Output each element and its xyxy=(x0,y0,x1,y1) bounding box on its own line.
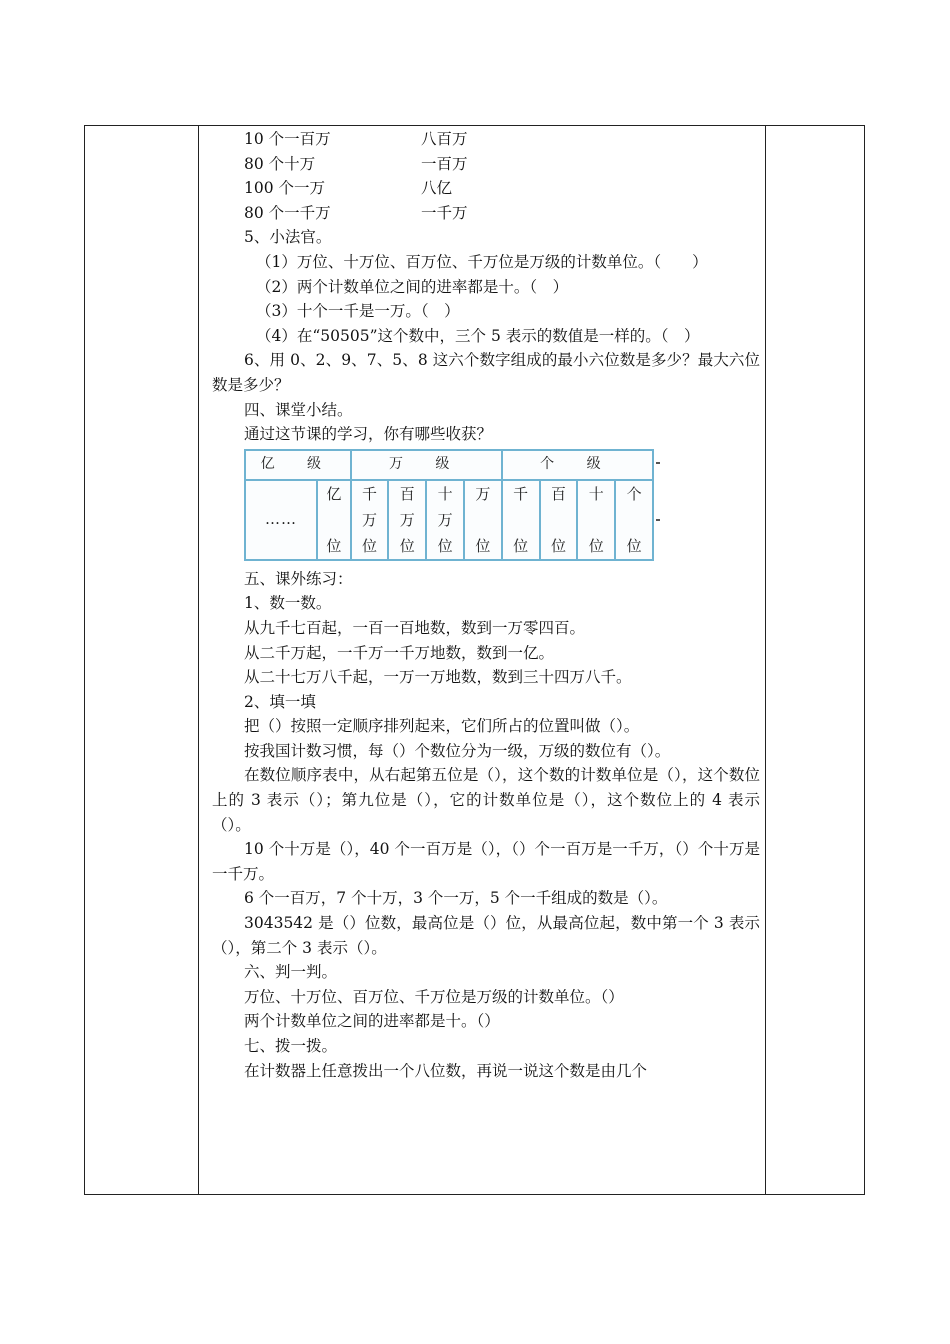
match-pair xyxy=(212,201,760,226)
count-item: 从二千万起，一千万一千万地数，数到一亿。 xyxy=(244,643,555,662)
judge2-item: 万位、十万位、百万位、千万位是万级的计数单位。（） xyxy=(244,987,624,1006)
place-qianwan: 千 万 位 xyxy=(351,480,389,560)
match-left: 80 个十万 xyxy=(244,154,316,173)
match-right: 一千万 xyxy=(421,203,468,222)
table-edge-mark xyxy=(656,519,660,521)
match-right: 一百万 xyxy=(421,154,468,173)
judge2-heading: 六、判一判。 xyxy=(244,963,338,982)
fill-item: 6 个一百万，7 个十万，3 个一万，5 个一千组成的数是（）。 xyxy=(244,889,668,908)
ellipsis-cell: …… xyxy=(245,480,317,560)
column-divider-1 xyxy=(198,126,199,1194)
place-value-table xyxy=(244,449,658,563)
fill-item: 10 个十万是（），40 个一百万是（），（）个一百万是一千万，（）个十万是一千万。 xyxy=(212,840,760,883)
match-pair xyxy=(212,127,760,152)
place-qian: 千 位 xyxy=(502,480,540,560)
count-heading: 1、数一数。 xyxy=(244,594,332,613)
count-item: 从九千七百起，一百一百地数，数到一万零四百。 xyxy=(244,618,586,637)
group-yi: 亿 级 xyxy=(245,450,351,480)
question-6: 6、用 0、2、9、7、5、8 这六个数字组成的最小六位数是多少？最大六位数是多少？ xyxy=(212,351,760,394)
table-edge-mark xyxy=(656,462,660,464)
judge-item: （4）在“50505”这个数中，三个 5 表示的数值是一样的。（ ） xyxy=(256,326,700,345)
fill-item: 按我国计数习惯，每（）个数位分为一级，万级的数位有（）。 xyxy=(244,741,671,760)
judge-item: （1）万位、十万位、百万位、千万位是万级的计数单位。（ ） xyxy=(256,252,708,271)
place-baiwan: 百 万 位 xyxy=(388,480,426,560)
match-left: 80 个一千万 xyxy=(244,203,331,222)
match-pair xyxy=(212,152,760,177)
fill-heading: 2、填一填 xyxy=(244,692,316,711)
place-wan: 万 位 xyxy=(464,480,502,560)
judge-item: （2）两个计数单位之间的进率都是十。（ ） xyxy=(256,277,569,296)
place-ge: 个 位 xyxy=(615,480,653,560)
match-right: 八百万 xyxy=(421,130,468,148)
match-left: 100 个一万 xyxy=(244,179,326,198)
place-shiwan: 十 万 位 xyxy=(426,480,464,560)
judge2-item: 两个计数单位之间的进率都是十。（） xyxy=(244,1012,500,1031)
place-bai: 百 位 xyxy=(540,480,578,560)
group-wan: 万 级 xyxy=(351,450,502,480)
match-right: 八亿 xyxy=(421,179,453,198)
fill-item: 在数位顺序表中，从右起第五位是（），这个数的计数单位是（），这个数位上的 3 表示（）；第九位是（），它的计数单位是（），这个数位上的 4 表示（）。 xyxy=(212,766,760,834)
summary-heading: 四、课堂小结。 xyxy=(244,400,353,419)
judge-item: （3）十个一千是一万。（ ） xyxy=(256,302,460,321)
dial-heading: 七、拨一拨。 xyxy=(244,1037,338,1055)
match-pair xyxy=(212,176,760,201)
judge-heading: 5、小法官。 xyxy=(244,228,332,247)
count-item: 从二十七万八千起，一万一万地数，数到三十四万八千。 xyxy=(244,668,632,687)
fill-item: 把（）按照一定顺序排列起来，它们所占的位置叫做（）。 xyxy=(244,717,640,736)
place-yi: 亿 位 xyxy=(317,480,351,560)
match-left: 10 个一百万 xyxy=(244,130,331,148)
place-shi: 十 位 xyxy=(577,480,615,560)
lesson-content-cell xyxy=(212,127,760,1083)
column-divider-2 xyxy=(765,126,766,1194)
homework-heading: 五、课外练习： xyxy=(244,569,353,588)
summary-prompt: 通过这节课的学习，你有哪些收获？ xyxy=(244,425,493,444)
fill-item: 3043542 是（）位数，最高位是（）位，从最高位起，数中第一个 3 表示（），第二个 3 表示（）。 xyxy=(212,914,760,957)
dial-text: 在计数器上任意拨出一个八位数，再说一说这个数是由几个 xyxy=(244,1061,648,1080)
group-ge: 个 级 xyxy=(502,450,653,480)
